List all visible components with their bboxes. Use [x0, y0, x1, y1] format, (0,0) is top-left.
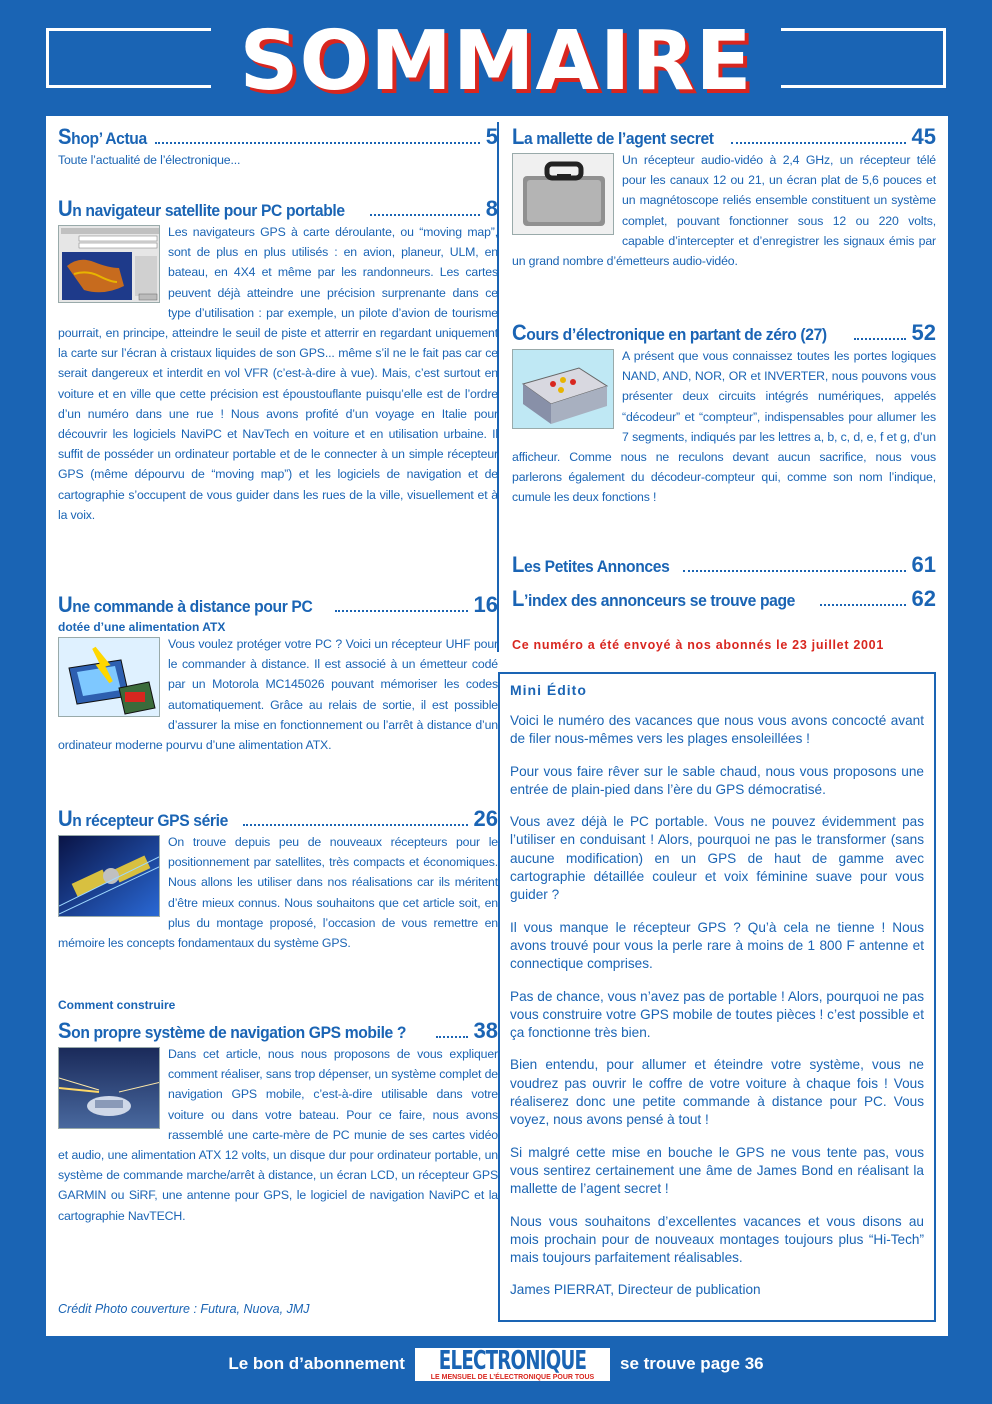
edito-paragraph: Pas de chance, vous n’avez pas de portable ! Alors, pourquoi ne pas vous construire votre GPS mobile de toutes pièces ! c’est possible et ça fonctionne très bien.: [510, 988, 924, 1041]
entry-pretitle: Comment construire: [58, 998, 176, 1012]
edito-paragraph: Vous avez déjà le PC portable. Vous ne pouvez évidemment pas l’utiliser en conduisant ! Alors, pourquoi ne pas le transformer (sans aucune modification) en un GPS de haut de gamme avec cartographie détaillée couleur et voix féminine suave pour vous guider ?: [510, 814, 924, 903]
edito-paragraph: Voici le numéro des vacances que nous vous avons concocté avant de filer nous-mêmes vers les plages ensoleillées !: [510, 713, 924, 747]
toc-entry-mallette[interactable]: [512, 124, 936, 271]
toc-entry-recepteur-gps[interactable]: [58, 806, 498, 953]
entry-page-number: 52: [911, 320, 936, 345]
entry-title: Cours d’électronique en partant de zéro (27): [512, 320, 827, 345]
entry-description: Vous voulez protéger votre PC ? Voici un récepteur UHF pour le commander à distance. Il est associé à un émetteur codé par un Motorola MC145026 pouvant mémoriser les codes automatiquement. Grâce au relais de sortie, il est possible d’assurer la mise en fonctionnement ou l’arrêt à distance d’un ordinateur moderne pourvu d’une alimentation ATX.: [58, 637, 498, 753]
edito-paragraph: Nous vous souhaitons d’excellentes vacances et vous disons au mois prochain pour de nouveaux montages toujours plus “Hi-Tech” mais toujours parfaitement réalisables.: [510, 1213, 924, 1266]
entry-page-number: 5: [485, 124, 498, 149]
toc-entry-commande-distance[interactable]: [58, 592, 498, 755]
entry-page-number: 62: [911, 586, 936, 611]
title-bar: [46, 14, 946, 109]
entry-description: Toute l’actualité de l’électronique...: [58, 153, 241, 167]
entry-description: A présent que vous connaissez toutes les portes logiques NAND, AND, NOR, OR et INVERTER, nous pouvons vous présenter deux circuits intégrés numériques, appelés “décodeur” et “compteur”, indispensables pour allumer les 7 segments, indiqués par les lettres a, b, c, d, e, f et g, d’un afficheur. Comme nous ne reculons devant aucun sacrifice, nous vous parlerons également du décodeur-compteur qui, comme son nom l’indique, cumule les deux fonctions !: [512, 349, 936, 505]
sent-notice: Ce numéro a été envoyé à nos abonnés le 23 juillet 2001: [512, 638, 884, 652]
gps-software-screenshot-image: [58, 225, 160, 303]
briefcase-image: [512, 153, 614, 235]
toc-entry-shop-actua[interactable]: [58, 124, 498, 170]
entry-description: Un récepteur audio-vidéo à 2,4 GHz, un récepteur télé pour les canaux 12 ou 21, un écran plat de 5,6 pouces et un magnétoscope reliés ensemble constituent un système complet, pouvant fonctionner sous 12 ou 220 volts, capable d’intercepter et d’enregistrer les signaux émis par un grand nombre d’émetteurs audio-vidéo.: [512, 153, 936, 269]
edito-paragraph: Il vous manque le récepteur GPS ? Qu’à cela ne tienne ! Nous avons trouvé pour vous la perle rare à moins de 1 800 F antenne et connectique comprises.: [510, 919, 924, 972]
contents-sheet: [46, 116, 948, 1336]
edito-title: Mini Édito: [510, 682, 587, 698]
toc-entry-cours-electronique[interactable]: [512, 320, 936, 508]
subscription-footer[interactable]: [0, 1344, 992, 1384]
electronic-kit-image: [512, 349, 614, 429]
entry-title: La mallette de l’agent secret: [512, 124, 714, 149]
toc-entry-index-annonceurs[interactable]: [512, 586, 936, 612]
entry-page-number: 26: [473, 806, 498, 831]
entry-title: Les Petites Annonces: [512, 552, 670, 577]
entry-page-number: 45: [911, 124, 936, 149]
entry-title: Un récepteur GPS série: [58, 806, 228, 831]
page-title: SOMMAIRE: [239, 14, 753, 109]
entry-page-number: 38: [473, 1018, 498, 1043]
car-night-image: [58, 1047, 160, 1129]
pc-remote-illustration-image: [58, 637, 160, 717]
mini-edito-box: [498, 672, 936, 1322]
entry-title: Shop’ Actua: [58, 124, 147, 149]
entry-page-number: 16: [473, 592, 498, 617]
gps-satellite-image: [58, 835, 160, 917]
footer-text-after: se trouve page 36: [620, 1354, 764, 1373]
toc-entry-navigation-mobile[interactable]: [58, 996, 498, 1226]
footer-text-before: Le bon d’abonnement: [228, 1354, 405, 1373]
entry-title: Une commande à distance pour PC: [58, 592, 313, 617]
photo-credit: Crédit Photo couverture : Futura, Nuova, JMJ: [58, 1302, 310, 1316]
electronique-logo: ELECTRONIQUE LE MENSUEL DE L’ÉLECTRONIQUE POUR TOUS: [413, 1346, 612, 1383]
entry-description: On trouve depuis peu de nouveaux récepteurs pour le positionnement par satellites, très compacts et économiques. Nous allons les utiliser dans nos réalisations car ils méritent d’être mieux connus. Nous souhaitons que cet article soit, en plus du montage proposé, l’occasion de vous remettre en mémoire les concepts fondamentaux du système GPS.: [58, 835, 498, 951]
edito-paragraph: Bien entendu, pour allumer et éteindre votre système, vous ne voudrez pas ouvrir le coffre de votre voiture à chaque fois ! Vous réaliserez donc une petite commande à distance pour PC. Vous voyez, nous avons pensé à tout !: [510, 1057, 924, 1128]
entry-title: L’index des annonceurs se trouve page: [512, 586, 795, 611]
entry-subtitle: dotée d’une alimentation ATX: [58, 620, 226, 634]
toc-entry-petites-annonces[interactable]: [512, 552, 936, 578]
entry-title: Un navigateur satellite pour PC portable: [58, 196, 345, 221]
edito-paragraph: Pour vous faire rêver sur le sable chaud, nous vous proposons une entrée de plain-pied dans l’ère du GPS démocratisé.: [510, 763, 924, 797]
toc-entry-navigateur-satellite[interactable]: [58, 196, 498, 525]
entry-title: Son propre système de navigation GPS mobile ?: [58, 1018, 407, 1043]
entry-description: Dans cet article, nous nous proposons de vous expliquer comment réaliser, sans trop dépenser, un système complet de navigation GPS mobile, c’est-à-dire utilisable dans votre voiture ou dans votre bateau. Pour ce faire, nous avons rassemblé une carte-mère de PC munie de ses cartes vidéo et audio, une alimentation ATX 12 volts, un disque dur pour ordinateur portable, un système de commande marche/arrêt à distance, un écran LCD, un récepteur GPS GARMIN ou SiRF, une antenne pour GPS, le logiciel de navigation NaviPC et la cartographie NavTECH.: [58, 1047, 498, 1223]
edito-paragraph: Si malgré cette mise en bouche le GPS ne vous tente pas, vous vous sentirez certainement une âme de James Bond en réalisant la mallette de l’agent secret !: [510, 1144, 924, 1197]
entry-description: Les navigateurs GPS à carte déroulante, ou “moving map”, sont de plus en plus utilisés : en avion, planeur, ULM, en bateau, en 4X4 et même par les randonneurs. Les cartes peuvent déjà atteindre une précision surprenante dans ce type d’utilisation : par exemple, un pilote d’avion de tourisme pourrait, en principe, atteindre le seuil de piste et atterrir en regardant uniquement la carte sur l’écran à cristaux liquides de son GPS... même s’il ne le fait pas car ce serait dangereux et interdit en vol VFR (c’est-à-dire à vue). Mais, c’est surtout en voiture et en ville que cette précision est époustouflante puisqu’elle est de l’ordre d’un numéro dans une rue ! Nous avons profité d’un voyage en Italie pour découvrir les logiciels NaviPC et NavTech en voiture et en utilisation urbaine. Il suffit de posséder un ordinateur portable et de le connecter à un simple récepteur GPS (même dépourvu de “moving map”) et les logiciels de navigation et de cartographie s’occupent de vous guider dans les rues de la ville, visuellement et à la voix.: [58, 225, 498, 522]
entry-page-number: 8: [485, 196, 498, 221]
entry-page-number: 61: [911, 552, 936, 577]
edito-signature: James PIERRAT, Directeur de publication: [510, 1282, 761, 1298]
